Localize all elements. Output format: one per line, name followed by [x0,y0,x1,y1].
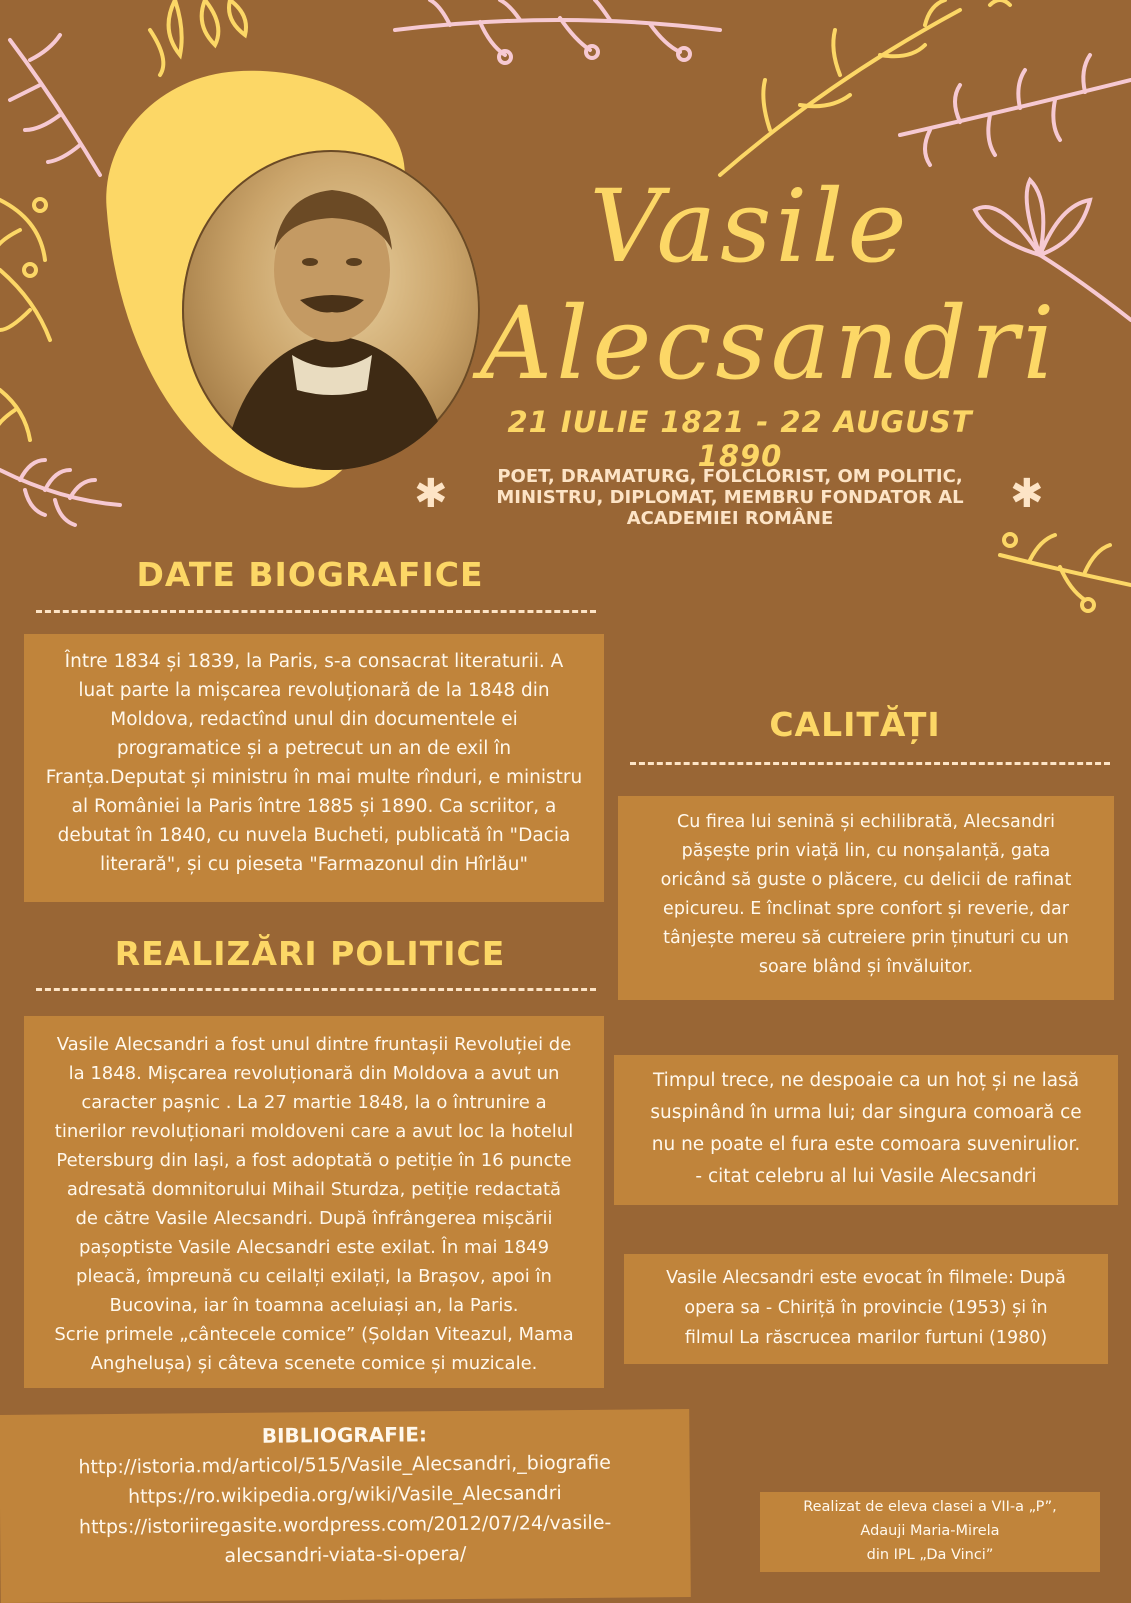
text-line: Bucovina, iar în toamna aceluiași an, la Paris. [109,1295,519,1316]
divider [630,762,1110,765]
section-heading-politice: REALIZĂRI POLITICE [114,934,506,973]
credit-line: Realizat de eleva clasei a VII-a „P”, [803,1499,1057,1515]
text-line: Vasile Alecsandri a fost unul dintre fruntașii Revoluției de [56,1034,572,1055]
text-line: Moldova, redactînd unul din documentele ei [110,709,518,730]
name-line-1: Vasile [589,168,911,285]
quote-text-box [614,1055,1118,1205]
roles-line: POET, DRAMATURG, FOLCLORIST, OM POLITIC, [497,466,963,487]
portrait-photo [182,150,480,470]
section-heading-biografie: DATE BIOGRAFICE [136,555,484,594]
text-line: adresată domnitorului Mihail Sturdza, petiție redactată [66,1179,562,1200]
bibliography-line: http://istoria.md/articol/515/Vasile_Alecsandri,_biografie [78,1451,611,1479]
text-line: luat parte la mișcarea revoluționară de la 1848 din [78,680,550,701]
text-line: caracter pașnic . La 27 martie 1848, la o întrunire a [81,1092,547,1113]
politice-text-box [24,1016,604,1388]
text-line: de către Vasile Alecsandri. După înfrângerea mișcării [75,1208,553,1229]
text-line: Franța.Deputat și ministru în mai multe rînduri, e ministru [45,767,583,788]
text-line: Scrie primele „cântecele comice” (Șoldan Viteazul, Mama [54,1324,574,1345]
text-line: tânjește mereu să cutreiere prin ținuturi cu un [663,928,1069,948]
flower-icon-left: ✱ [414,471,448,517]
text-line: Petersburg din Iași, a fost adoptată o petiție în 16 puncte [56,1150,572,1171]
text-line: literară", și cu pieseta "Farmazonul din Hîrlău" [99,854,529,875]
text-line: tinerilor revoluționari moldoveni care a avut loc la hotelul [54,1121,574,1142]
text-line: suspinând în urma lui; dar singura comoară ce [650,1102,1082,1123]
roles-subtitle [450,466,1010,529]
text-line: nu ne poate el fura este comoara suvenirulior. [651,1134,1081,1155]
text-line: Timpul trece, ne despoaie ca un hoț și ne lasă [652,1070,1080,1091]
divider [36,988,596,991]
text-line: programatice și a petrecut un an de exil în [116,738,512,759]
text-line: Între 1834 și 1839, la Paris, s-a consacrat literaturii. A [64,651,564,672]
text-line: pășește prin viață lin, cu nonșalanță, gata [681,841,1051,861]
bibliography-heading: BIBLIOGRAFIE: [261,1422,428,1448]
text-line: oricând să guste o plăcere, cu delicii de rafinat [660,870,1072,890]
bibliography-line: alecsandri-viata-si-opera/ [224,1542,467,1568]
text-line: Vasile Alecsandri este evocat în filmele: După [666,1268,1066,1288]
text-line: epicureu. E înclinat spre confort și reverie, dar [663,899,1069,919]
bibliography-line: https://istoriiregasite.wordpress.com/2012/07/24/vasile- [78,1511,612,1539]
text-line: soare blând și învăluitor. [758,957,974,977]
text-line: debutat în 1840, cu nuvela Bucheti, publicată în "Dacia [57,825,571,846]
bibliography-box [0,1409,691,1603]
text-line: pleacă, împreună cu ceilalți exilați, la Brașov, apoi în [76,1266,552,1287]
life-dates: 21 IULIE 1821 - 22 AUGUST 1890 [507,405,973,473]
credit-line: din IPL „Da Vinci” [866,1547,994,1563]
biografie-text-box [24,634,604,902]
text-line: opera sa - Chiriță în provincie (1953) și în [684,1298,1048,1318]
author-credit-box [760,1492,1100,1572]
divider [36,610,596,613]
films-text-box [624,1254,1108,1364]
section-heading-calitati: CALITĂȚI [769,705,941,744]
name-line-2: Alecsandri [480,285,1059,402]
text-line: la 1848. Mișcarea revoluționară din Moldova a avut un [68,1063,560,1084]
text-line: Anghelușa) și câteva scenete comice și muzicale. [90,1353,538,1374]
credit-line: Adauji Maria-Mirela [860,1523,1000,1539]
roles-line: MINISTRU, DIPLOMAT, MEMBRU FONDATOR AL [496,487,964,508]
text-line: Cu firea lui senină și echilibrată, Alecsandri [676,812,1056,832]
text-line: - citat celebru al lui Vasile Alecsandri [695,1166,1037,1187]
text-line: al României la Paris între 1885 și 1890. Ca scriitor, a [71,796,557,817]
roles-line: ACADEMIEI ROMÂNE [626,508,834,529]
text-line: filmul La răscrucea marilor furtuni (1980) [684,1328,1048,1348]
text-line: pașoptiste Vasile Alecsandri este exilat. În mai 1849 [78,1237,550,1258]
flower-icon-right: ✱ [1010,471,1044,517]
bibliography-line: https://ro.wikipedia.org/wiki/Vasile_Alecsandri [127,1482,562,1508]
calitati-text-box [618,796,1114,1000]
